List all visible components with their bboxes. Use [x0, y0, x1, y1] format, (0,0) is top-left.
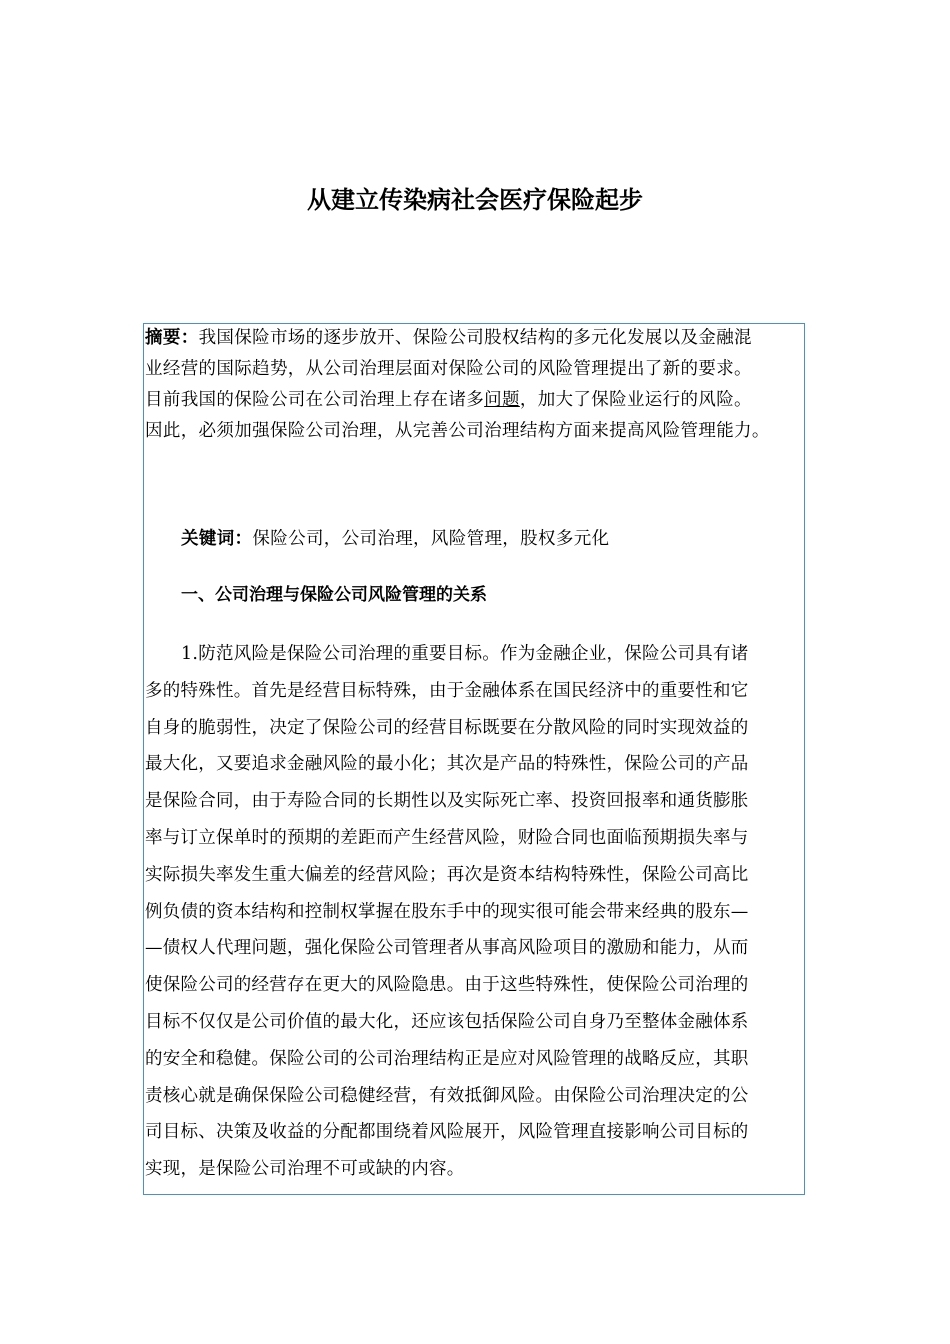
- abstract-line: 因此，必须加强保险公司治理，从完善公司治理结构方面来提高风险管理能力。: [145, 421, 770, 441]
- paragraph-line: 最大化，又要追求金融风险的最小化；其次是产品的特殊性，保险公司的产品: [145, 754, 749, 775]
- paragraph-line: 例负债的资本结构和控制权掌握在股东手中的现实很可能会带来经典的股东—: [145, 901, 749, 922]
- paragraph-line: 实际损失率发生重大偏差的经营风险；再次是资本结构特殊性，保险公司高比: [145, 864, 749, 885]
- problem-link[interactable]: 问题: [484, 390, 520, 410]
- paragraph-line: 实现，是保险公司治理不可或缺的内容。: [145, 1159, 465, 1180]
- abstract-line: [145, 385, 817, 416]
- document-body: [145, 323, 817, 1188]
- section-heading: 一、公司治理与保险公司风险管理的关系: [181, 585, 487, 605]
- keywords-label: 关键词：: [181, 529, 253, 549]
- paragraph-line: 多的特殊性。首先是经营目标特殊，由于金融体系在国民经济中的重要性和它: [145, 680, 749, 701]
- paragraph-line: 使保险公司的经营存在更大的风险隐患。由于这些特殊性，使保险公司治理的: [145, 975, 749, 996]
- abstract-block: [145, 323, 817, 447]
- paragraph-line: 司目标、决策及收益的分配都围绕着风险展开，风险管理直接影响公司目标的: [145, 1122, 749, 1143]
- keywords-text: 保险公司，公司治理，风险管理，股权多元化: [252, 529, 610, 549]
- abstract-text: 目前我国的保险公司在公司治理上存在诸多: [145, 390, 485, 410]
- abstract-text: 我国保险市场的逐步放开、保险公司股权结构的多元化发展以及金融混: [198, 328, 752, 348]
- keywords-line: [145, 524, 817, 555]
- document-title: 从建立传染病社会医疗保险起步: [307, 186, 643, 214]
- abstract-text: ，加大了保险业运行的风险。: [519, 390, 752, 410]
- paragraph-line: —债权人代理问题，强化保险公司管理者从事高风险项目的激励和能力，从而: [145, 938, 749, 959]
- paragraph-line: 率与订立保单时的预期的差距而产生经营风险，财险合同也面临预期损失率与: [145, 827, 749, 848]
- section-paragraph: [145, 636, 817, 1188]
- abstract-line: [145, 323, 817, 354]
- abstract-label: 摘要：: [145, 328, 199, 348]
- paragraph-line: 的安全和稳健。保险公司的公司治理结构正是应对风险管理的战略反应，其职: [145, 1048, 749, 1069]
- paragraph-line: 责核心就是确保保险公司稳健经营，有效抵御风险。由保险公司治理决定的公: [145, 1085, 749, 1106]
- paragraph-line: 是保险合同，由于寿险合同的长期性以及实际死亡率、投资回报率和通货膨胀: [145, 791, 749, 812]
- paragraph-line: 自身的脆弱性，决定了保险公司的经营目标既要在分散风险的同时实现效益的: [145, 717, 749, 738]
- paragraph-line: 1.防范风险是保险公司治理的重要目标。作为金融企业，保险公司具有诸: [181, 644, 749, 664]
- paragraph-line: 目标不仅仅是公司价值的最大化，还应该包括保险公司自身乃至整体金融体系: [145, 1011, 749, 1032]
- abstract-line: 业经营的国际趋势，从公司治理层面对保险公司的风险管理提出了新的要求。: [145, 359, 752, 379]
